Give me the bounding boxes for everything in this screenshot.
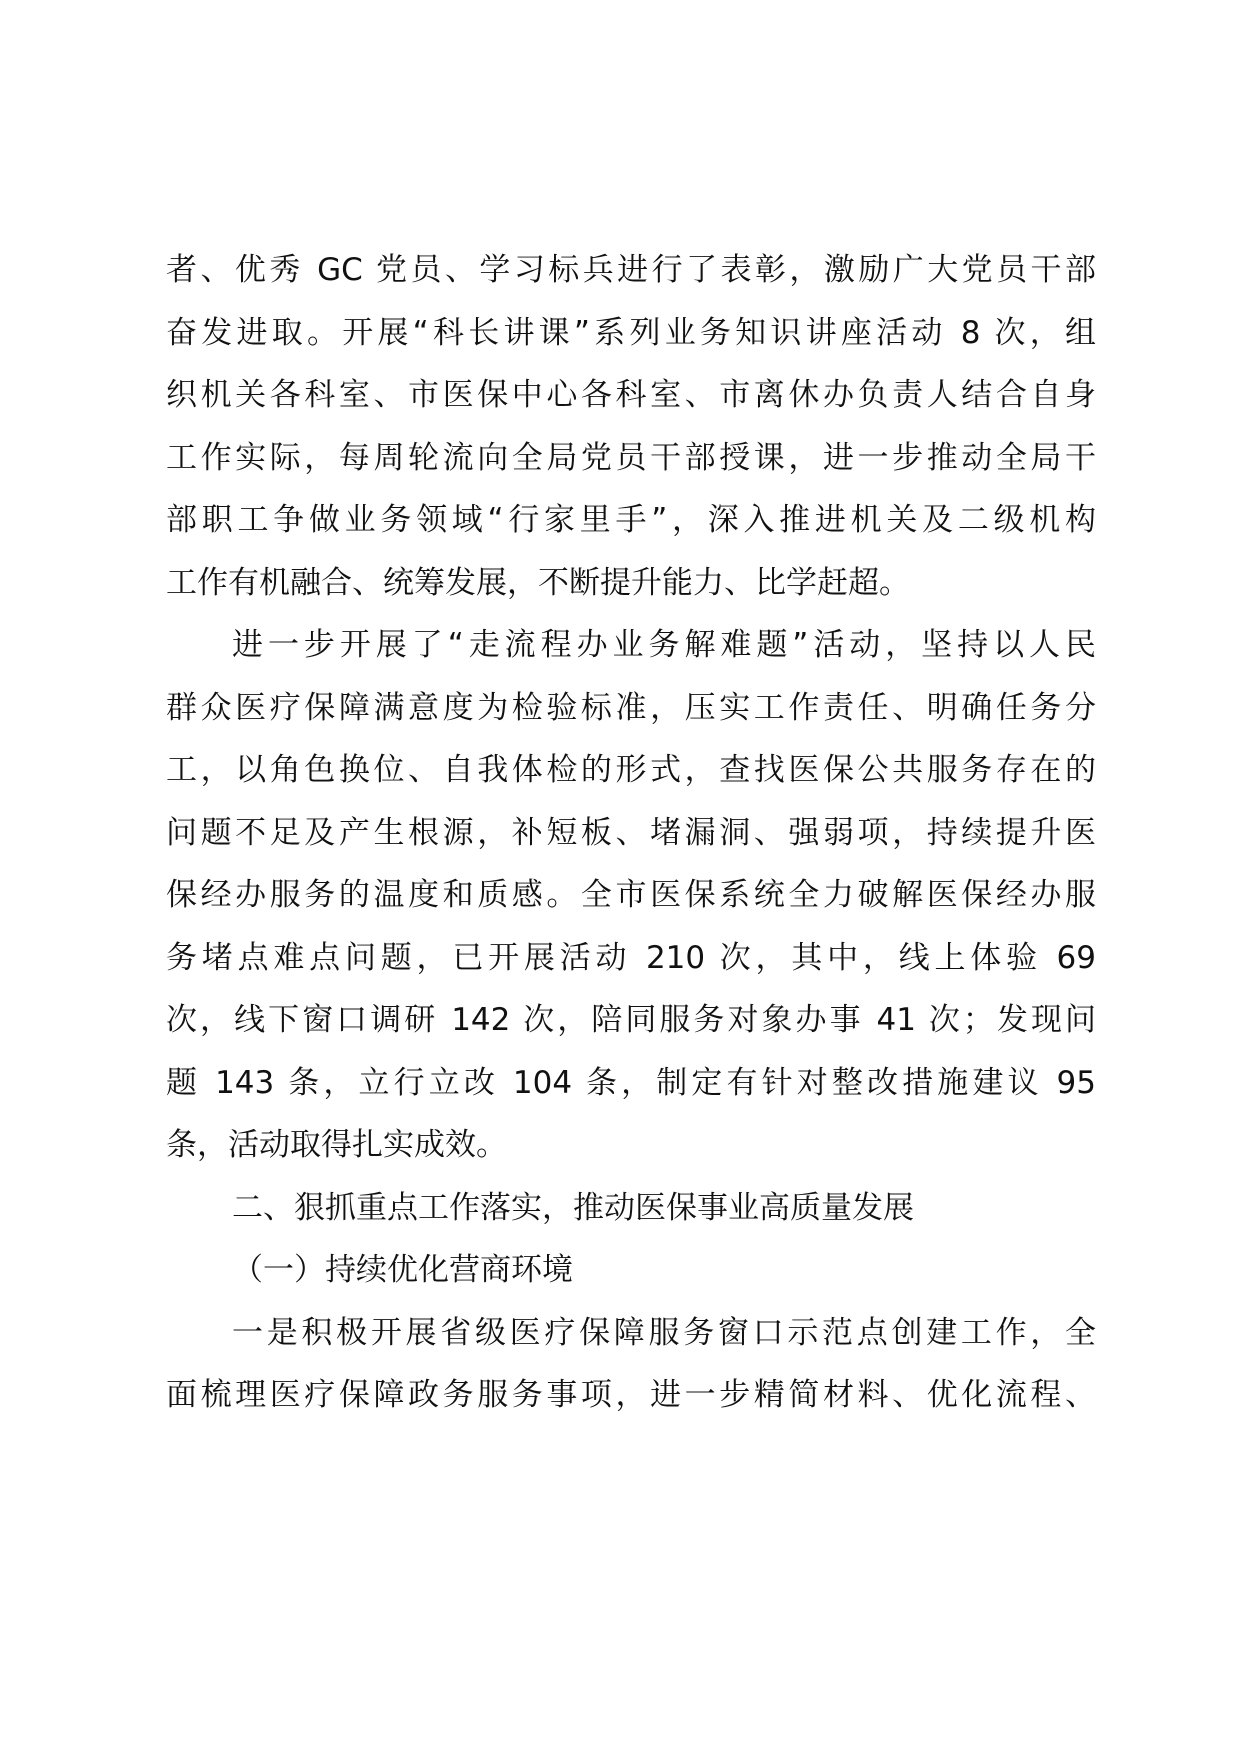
text-line: 务堵点难点问题，已开展活动 210 次，其中，线上体验 69	[166, 939, 1096, 976]
text-line: 次，线下窗口调研 142 次，陪同服务对象办事 41 次；发现问	[166, 1002, 1096, 1038]
text-line: 者、优秀 GC 党员、学习标兵进行了表彰，激励广大党员干部	[166, 252, 1096, 288]
text-line: 面梳理医疗保障政务服务事项，进一步精简材料、优化流程、	[166, 1377, 1096, 1413]
text-line: 工作实际，每周轮流向全局党员干部授课，进一步推动全局干	[166, 439, 1096, 476]
text-line: 工，以角色换位、自我体检的形式，查找医保公共服务存在的	[166, 752, 1096, 788]
paragraph-first-line: 一是积极开展省级医疗保障服务窗口示范点创建工作，全	[232, 1314, 1096, 1351]
document-body	[166, 239, 1096, 1427]
paragraph-first-line: 进一步开展了“走流程办业务解难题”活动，坚持以人民	[232, 627, 1096, 663]
text-line: 问题不足及产生根源，补短板、堵漏洞、强弱项，持续提升医	[166, 814, 1096, 851]
subsection-heading: （一）持续优化营商环境	[232, 1252, 573, 1288]
text-line: 条，活动取得扎实成效。	[166, 1127, 507, 1163]
text-line: 题 143 条，立行立改 104 条，制定有针对整改措施建议 95	[166, 1064, 1096, 1101]
text-line: 奋发进取。开展“科长讲课”系列业务知识讲座活动 8 次，组	[166, 314, 1096, 351]
text-line: 保经办服务的温度和质感。全市医保系统全力破解医保经办服	[166, 877, 1096, 913]
text-line: 工作有机融合、统筹发展，不断提升能力、比学赶超。	[166, 564, 910, 601]
text-line: 群众医疗保障满意度为检验标准，压实工作责任、明确任务分	[166, 689, 1096, 726]
text-line: 织机关各科室、市医保中心各科室、市离休办负责人结合自身	[166, 377, 1096, 413]
section-heading: 二、狠抓重点工作落实，推动医保事业高质量发展	[232, 1189, 914, 1226]
text-line: 部职工争做业务领域“行家里手”，深入推进机关及二级机构	[166, 502, 1096, 538]
